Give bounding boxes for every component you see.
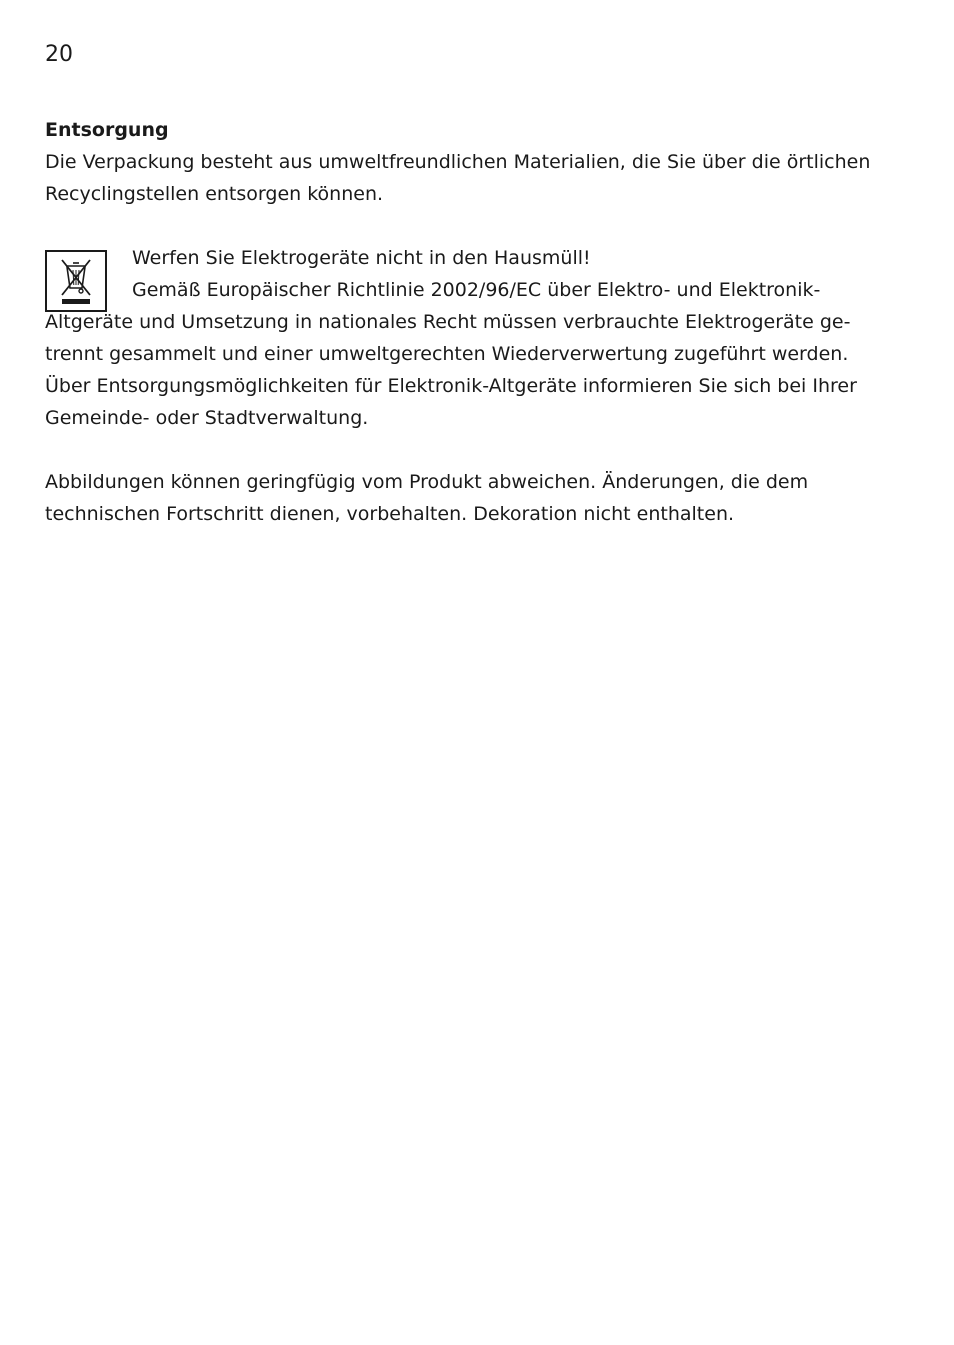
packaging-paragraph: Die Verpackung besteht aus umweltfreundlichen Materialien, die Sie über die örtlichen Recyclingstellen entsorgen können. (45, 151, 871, 205)
notice-paragraph: Abbildungen können geringfügig vom Produkt abweichen. Änderungen, die dem technischen Fortschritt dienen, vorbehalten. Dekoration nicht enthalten. (45, 471, 809, 525)
directive-first-line: Gemäß Europäischer Richtlinie 2002/96/EC über Elektro- und Elektronik- (132, 279, 821, 301)
page-content (45, 114, 885, 530)
spacer (45, 434, 885, 466)
crossed-out-wheelie-bin-icon (45, 250, 107, 312)
page-number: 20 (45, 42, 73, 67)
weee-warning-line: Werfen Sie Elektrogeräte nicht in den Hausmüll! (132, 247, 591, 269)
weee-disposal-block (45, 242, 885, 434)
directive-paragraph: Altgeräte und Umsetzung in nationales Recht müssen verbrauchte Elektrogeräte ge-trennt gesammelt und einer umweltgerechten Wiederverwertung zugeführt werden. Über Entsorgungsmöglichkeiten für Elektronik-Altgeräte informieren Sie sich bei Ihrer Gemeinde- oder Stadtverwaltung. (45, 311, 857, 429)
section-heading: Entsorgung (45, 119, 169, 141)
